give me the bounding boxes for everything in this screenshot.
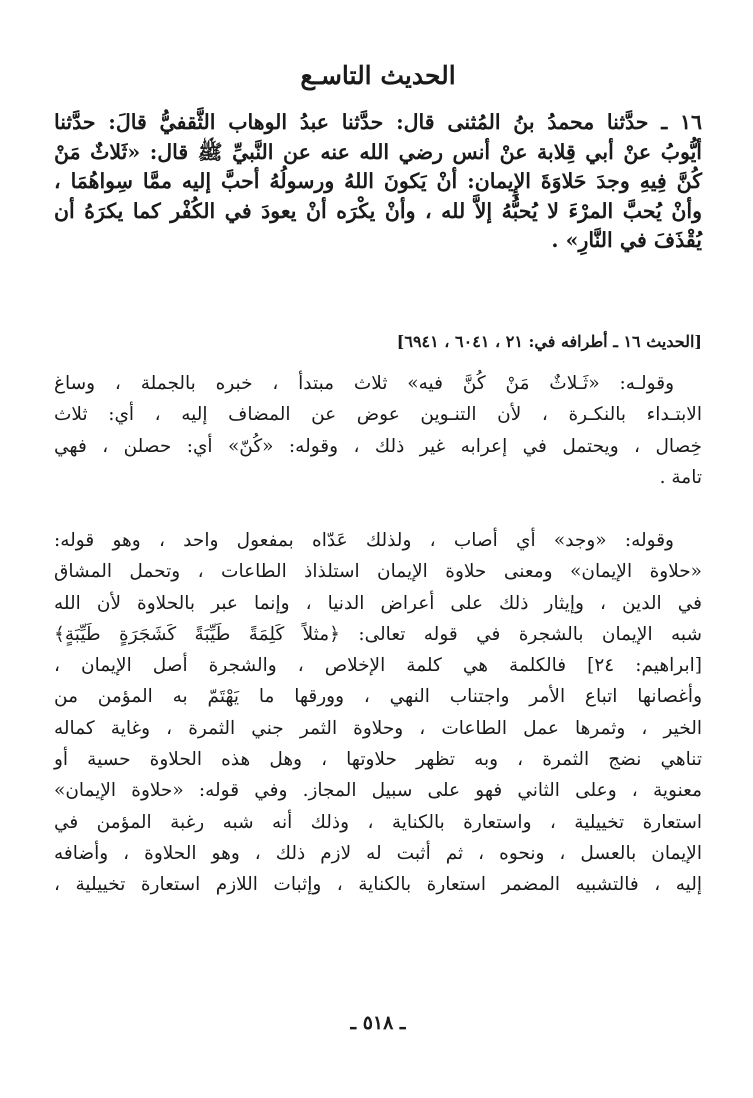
book-page [54, 0, 702, 1098]
page-number: ـ ٥١٨ ـ [350, 1012, 406, 1034]
hadith-line: وأنْ يُحبَّ المرْءَ لا يُحبُّهُ إلاَّ لله ، وأنْ يكْرَه أنْ يعودَ في الكُفْر كما يكرَهُ أن [54, 198, 702, 223]
hadith-line: أيُّوبُ عنْ أبي قِلابة عنْ أنس رضي الله عنه عن النَّبيِّ ﷺ قال: «ثَلاثٌ مَنْ [54, 139, 702, 164]
commentary-line: خِصال ، ويحتمل في إعرابه غير ذلك ، وقوله: «كُنّ» أي: حصلن ، فهي [54, 435, 702, 457]
commentary-line: الابتـداء بالنكـرة ، لأن التنـوين عوض عن المضاف إليه ، أي: ثلاث [54, 404, 702, 426]
commentary-line: الخير ، وثمرها عمل الطاعات ، وحلاوة الثمر جني الثمرة ، وغاية كماله [54, 717, 702, 739]
commentary-line: الإيمان بالعسل ، ونحوه ، ثم أثبت له لازم ذلك ، وهو الحلاوة ، وأضافه [54, 842, 702, 864]
commentary-line: وقوله: «وجد» أي أصاب ، ولذلك عَدّاه بمفعول واحد ، وهو قوله: [54, 530, 674, 551]
commentary-line: وقولـه: «ثَـلاثٌ مَنْ كُنَّ فيه» ثلاث مبتدأ ، خبره بالجملة ، وساغ [54, 373, 674, 394]
commentary-line: وأغصانها اتباع الأمر واجتناب النهي ، وورقها ما يَهْتَمّ به المؤمن من [54, 686, 702, 708]
hadith-line: كُنَّ فِيهِ وجدَ حَلاوَةَ الإِيمان: أنْ يَكونَ اللهُ ورسولُهُ أحبَّ إليه ممَّا سِواهُمَا ، [54, 169, 702, 193]
hadith-line: ١٦ ـ حدَّثنا محمدُ بنُ المُثنى قال: حدَّثنا عبدُ الوهاب الثَّقفيُّ قالَ: حدَّثنا [54, 110, 702, 134]
commentary-line: «حلاوة الإيمان» ومعنى حلاوة الإيمان استلذاذ الطاعات ، وتحمل المشاق [54, 561, 702, 583]
commentary-paragraph [54, 368, 702, 493]
hadith-text [54, 108, 702, 256]
commentary-line: معنوية ، وعلى الثاني فهو على سبيل المجاز. وفي قوله: «حلاوة الإيمان» [54, 780, 702, 802]
commentary-paragraph [54, 525, 702, 901]
commentary-line: شبه الإيمان بالشجرة في قوله تعالى: ﴿مثلاً كَلِمَةً طَيِّبَةً كَشَجَرَةٍ طَيِّبَةٍ﴾ [54, 623, 702, 645]
commentary-line: تناهي نضج الثمرة ، وبه تظهر حلاوتها ، وهل هذه الحلاوة حسية أو [54, 749, 702, 771]
commentary-line: تامة . [659, 466, 702, 488]
hadith-cross-references: [الحديث ١٦ ـ أطرافه في: ٢١ ، ٦٠٤١ ، ٦٩٤١] [396, 332, 702, 351]
commentary-line: [ابراهيم: ٢٤] فالكلمة هي كلمة الإخلاص ، والشجرة أصل الإيمان ، [54, 655, 702, 677]
commentary-line: في الدين ، وإيثار ذلك على أعراض الدنيا ، وإنما عبر بالحلاوة لأن الله [54, 592, 702, 614]
hadith-line: يُقْذَفَ في النَّارِ» . [551, 228, 702, 252]
chapter-title: الحديث التاسـع [300, 61, 456, 90]
commentary-line: إليه ، فالتشبيه المضمر استعارة بالكناية ، وإثبات اللازم استعارة تخييلية ، [54, 874, 702, 896]
commentary-line: استعارة تخييلية ، واستعارة بالكناية ، وذلك أنه شبه رغبة المؤمن في [54, 811, 702, 833]
